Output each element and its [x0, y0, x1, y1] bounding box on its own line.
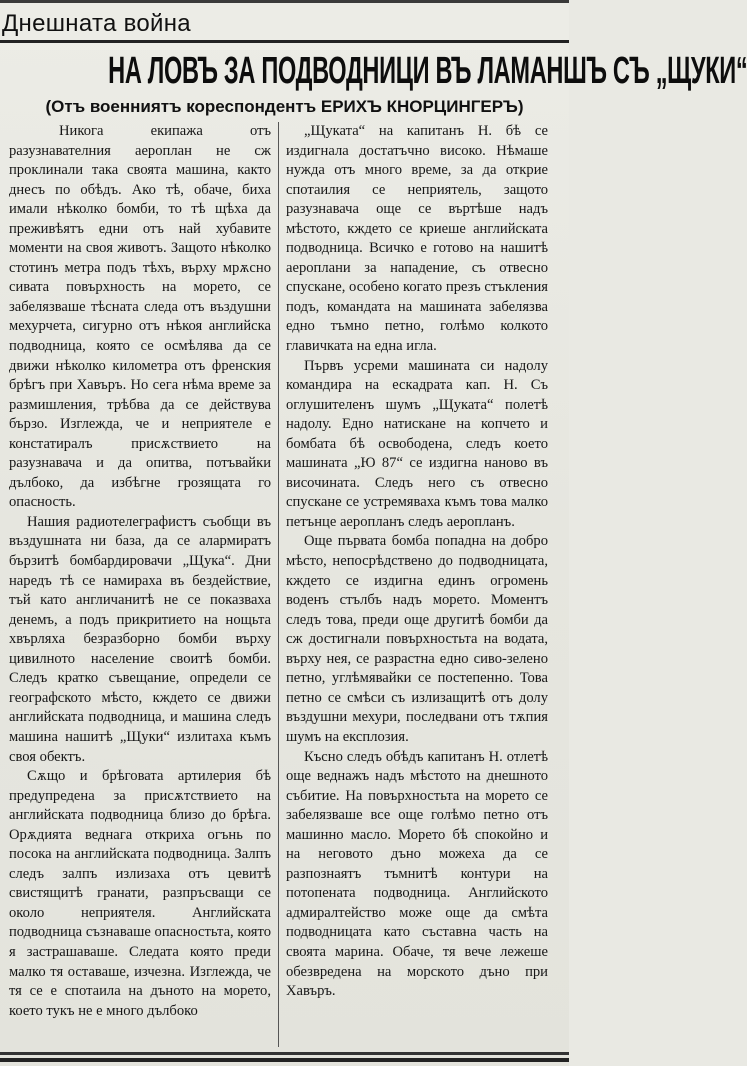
top-rule	[0, 0, 569, 3]
section-header	[0, 10, 569, 44]
paragraph: Никога екипажа отъ разузнавателния аероплан не сж проклинали така своята машина, както днесъ по обѣдъ. Ако тѣ, обаче, биха имали нѣколко бомби, то тѣ щѣха да преживѣятъ едни отъ най хубавите моменти на своя животъ. Защото нѣколко стотинъ метра подъ тѣхъ, върху мрѫсно сивата повърхность на морето, се забелязваше тѣсната следа отъ въздушни мехурчета, сигурно отъ нѣкоя английска подводница, която се осмѣлява да се движи нѣколко километра отъ френския брѣгъ при Хавъръ. Но сега нѣма време за размишления, трѣбва да се действува бързо. Изглежда, че и неприятеле е констатиралъ присѫствието на разузнавача и да опитва, потъвайки дълбоко, да избѣгне грозящата го опасность.	[9, 123, 271, 511]
paragraph: Сѫщо и брѣговата артилерия бѣ предупредена за присѫтствието на английската подводница близо до брѣга. Орѫдията веднага откриха огънь по посока на английската подводница. Залпъ следъ залпъ излизаха отъ цевитѣ свистящитѣ гранати, разпръсващи се около неприятеля. Английската подводница съзнаваше опасностьта, която я застрашаваше. Следата която преди малко тя оставаше, изчезна. Изглежда, че тя се е спотаила на дъното на морето, което тукъ не е много дълбоко	[9, 768, 271, 1019]
paragraph: Първъ усреми машината си надолу командира на ескадрата кап. Н. Съ оглушителенъ шумъ „Щуката“ полетѣ надолу. Едно натискане на копчето и бомбата бѣ освободена, следъ което машината „Ю 87“ се издигна наново въ височината. Следъ него съ отвесно спускане се устремяваха къмъ това малко петънце аеропланъ следъ аеропланъ.	[286, 357, 548, 530]
article-column-right	[286, 122, 548, 1002]
article-headline: НА ЛОВЪ ЗА ПОДВОДНИЦИ ВЪ ЛАМАНШЪ СЪ „ЩУКИ“	[108, 50, 747, 92]
paragraph: Още първата бомба попадна на добро мѣсто, непосрѣдствено до подводницата, кждето се издигна единъ огромень воденъ стълбъ надъ морето. Моментъ следъ това, преди още другитѣ бомби да сж достигнали повърхностьта на водата, върху нея, се разрастна едно сиво-зелено петно, углѣмявайки се постепенно. Това петно се смѣси съ излизащитѣ отъ долу въздушни мехури, последвани отъ тѫпия шумъ на експлозия.	[286, 533, 548, 745]
paragraph: „Щуката“ на капитанъ Н. бѣ се издигнала достатъчно високо. Нѣмаше нужда отъ много време, за да открие спотаилия се неприятель, защото разузнавача още се въртѣше надъ мѣстото, кждето се криеше английската подводница. Всичко е готово на нашитѣ аероплани за нападение, съ отвесно спускане, особено когато презъ стъкления подъ, командата на машината забелязва едно тъмно петно, голѣмо колкото главичката на една игла.	[286, 123, 548, 355]
bottom-rule	[0, 1052, 569, 1055]
section-label: Днешната война	[2, 10, 191, 37]
article-byline: (Отъ военниятъ кореспондентъ ЕРИХЪ КНОРЦИНГЕРЪ)	[45, 97, 524, 116]
section-rule	[0, 40, 569, 43]
column-divider	[278, 122, 279, 1047]
paragraph: Късно следъ обѣдъ капитанъ Н. отлетѣ още веднажъ надъ мѣстото на днешното събитие. На повърхностьта на морето се забелязваше все още голѣмо петно отъ машинно масло. Морето бѣ спокойно и на неговото дъно можеха да се разпознаятъ тъмнитѣ контури на потопената подводница. Английското адмиралтейство може още да смѣта подводницата като съставна часть на своята марина. Обаче, тя вече лежеше обезвредена на морското дъно при Хавъръ.	[286, 748, 548, 1000]
bottom-rule-thick	[0, 1058, 569, 1062]
article-column-left	[9, 122, 271, 1021]
paragraph: Нашия радиотелеграфистъ съобщи въ въздушната ни база, да се алармиратъ бързитѣ бомбардировачи „Щука“. Дни наредъ тѣ се намираха въ бездействие, тъй като англичанитѣ не се показваха денемъ, а подъ прикритието на нощьта хвърляха безразборно бомби върху цивилното население своитѣ бомби. Следъ кратко съвещание, определи се географското мѣсто, кждето се движи английската подводница, и машина следъ машина нашитѣ „Щуки“ излитаха къмъ своя обектъ.	[9, 513, 271, 765]
